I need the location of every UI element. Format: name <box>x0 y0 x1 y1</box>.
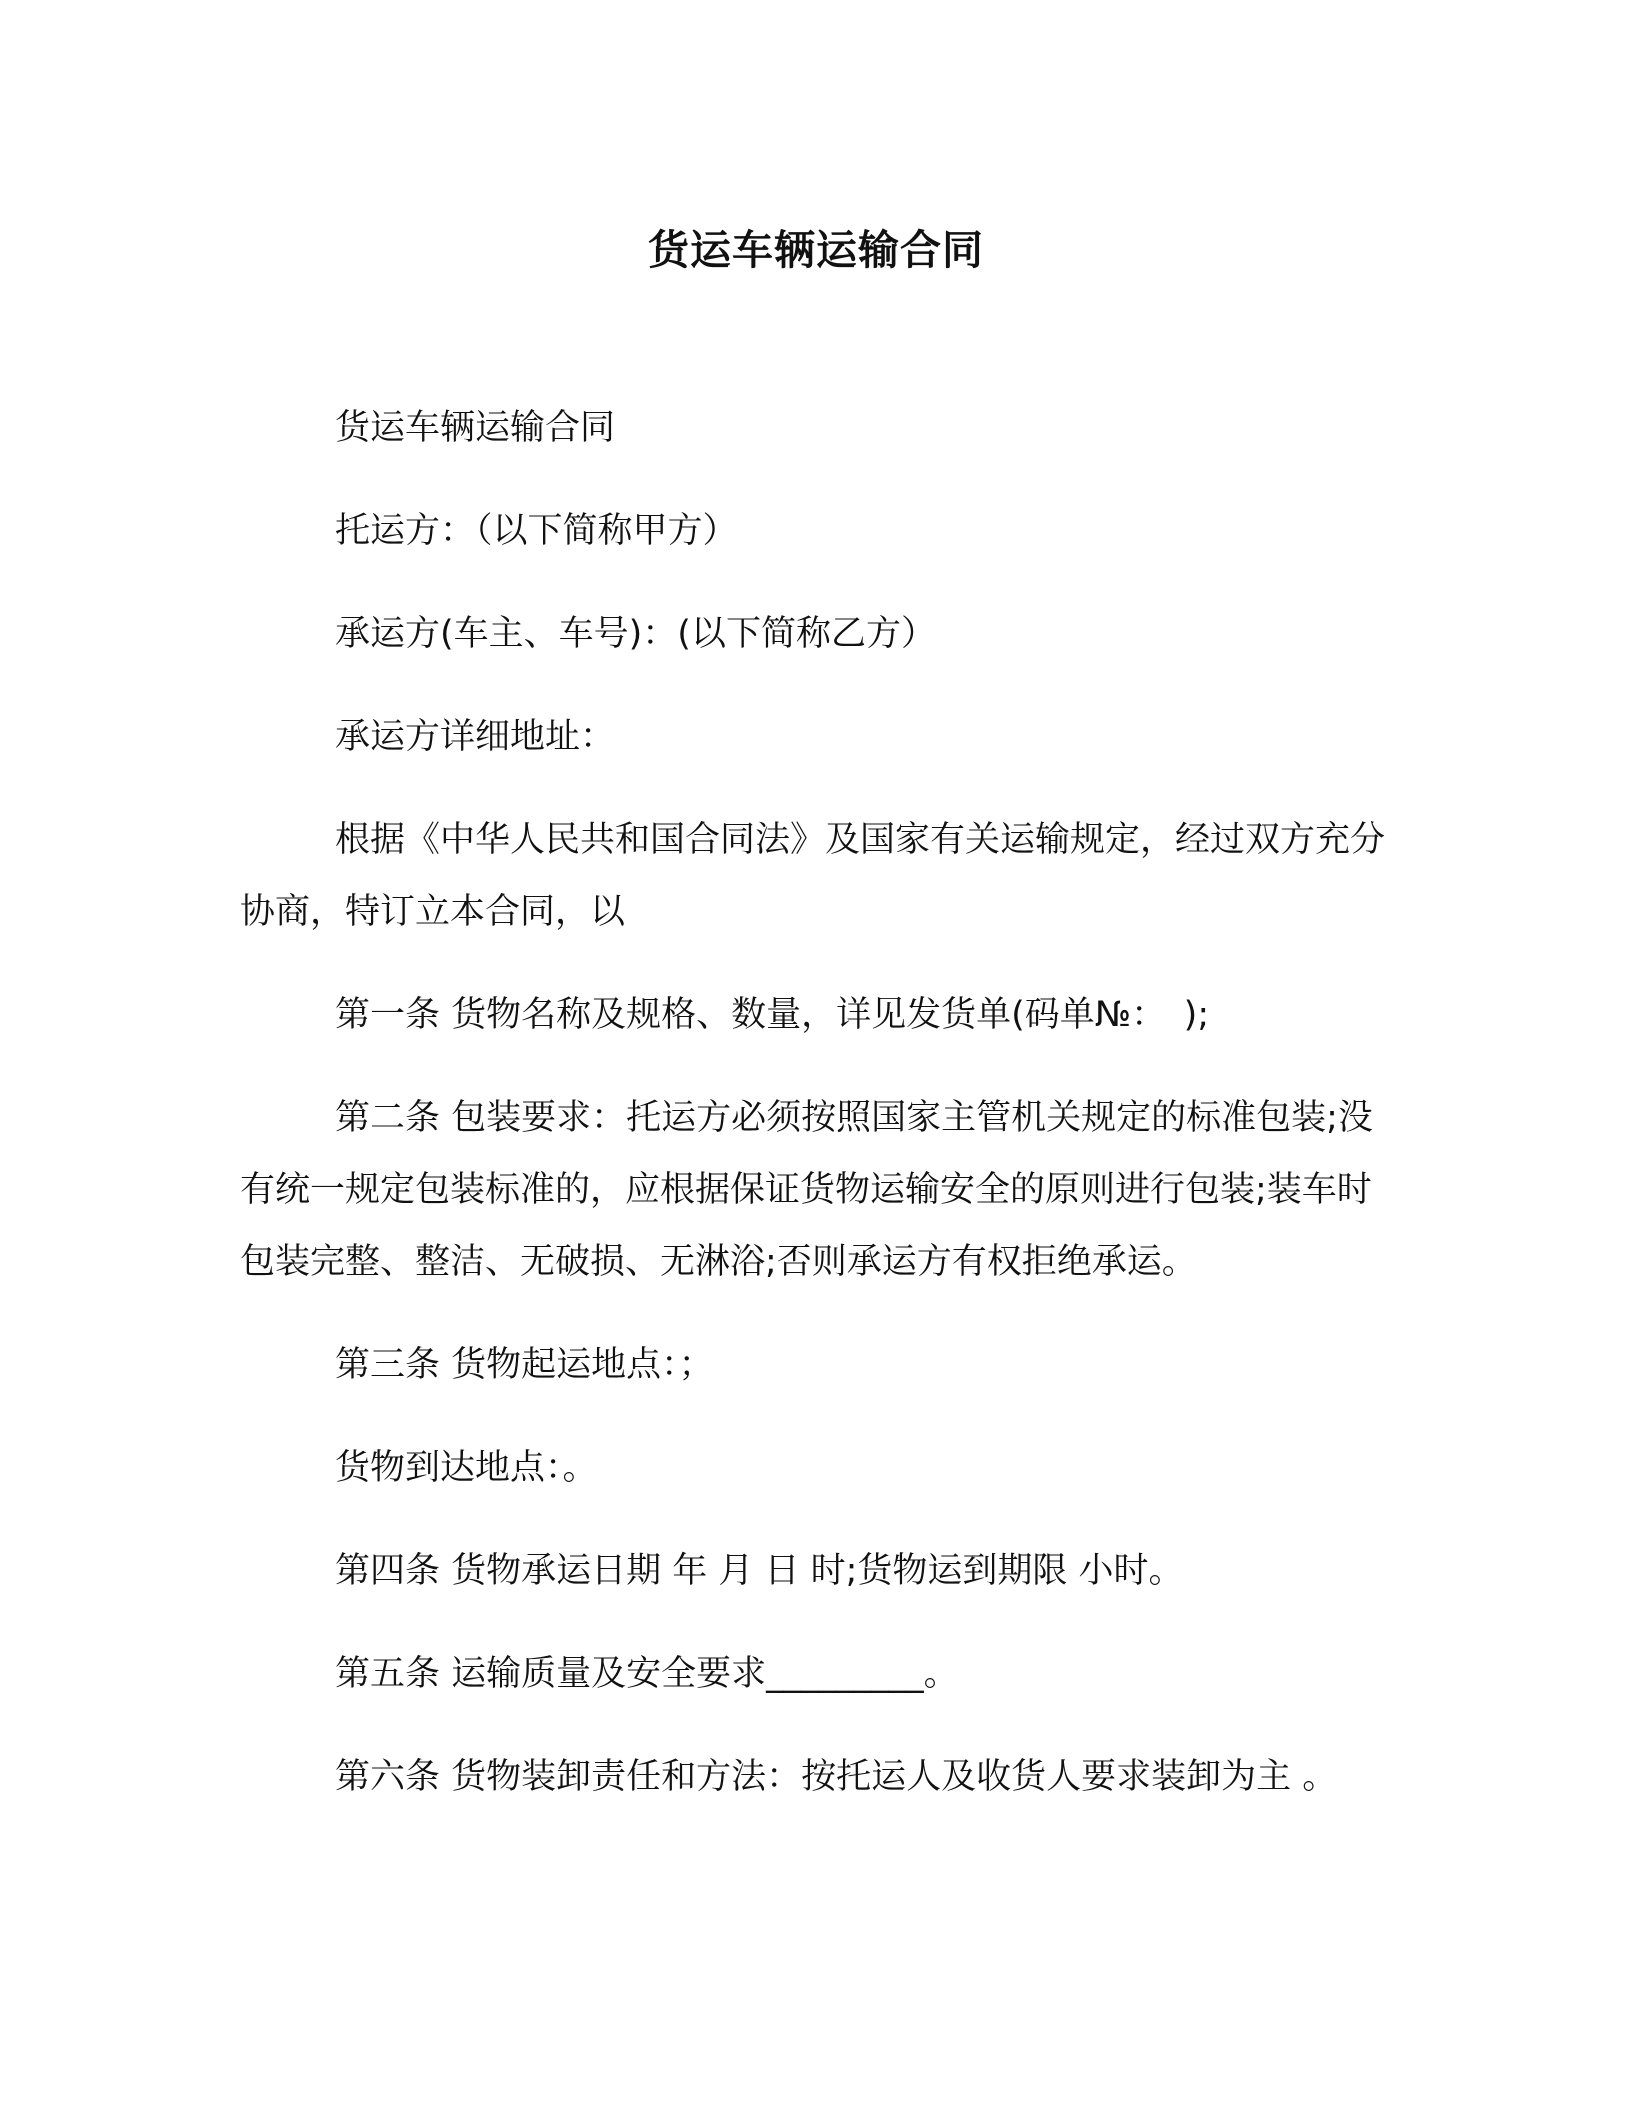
paragraph-carrier: 承运方(车主、车号)：(以下简称乙方） <box>335 614 936 654</box>
document-body <box>240 392 1395 1844</box>
paragraph-carrier-address: 承运方详细地址： <box>335 717 616 757</box>
paragraph-contract-heading: 货运车辆运输合同 <box>335 408 616 448</box>
paragraph-consignor: 托运方：（以下简称甲方） <box>335 511 738 551</box>
paragraph-article-6: 第六条 货物装卸责任和方法：按托运人及收货人要求装卸为主 。 <box>335 1757 1338 1797</box>
paragraph-article-3: 第三条 货物起运地点：； <box>335 1345 714 1385</box>
paragraph-article-2: 第二条 包装要求：托运方必须按照国家主管机关规定的标准包装;没有统一规定包装标准的，应根据保证货物运输安全的原则进行包装;装车时包装完整、整洁、无破损、无淋浴;否则承运方有权拒绝承运。 <box>240 1098 1373 1282</box>
paragraph-article-1: 第一条 货物名称及规格、数量，详见发货单(码单№： ); <box>335 995 1210 1035</box>
paragraph-article-4: 第四条 货物承运日期 年 月 日 时;货物运到期限 小时。 <box>335 1551 1184 1591</box>
paragraph-destination: 货物到达地点：。 <box>335 1448 598 1488</box>
paragraph-legal-basis: 根据《中华人民共和国合同法》及国家有关运输规定，经过双方充分协商，特订立本合同，以 <box>240 820 1386 932</box>
paragraph-article-5: 第五条 运输质量及安全要求_________。 <box>335 1654 959 1694</box>
document-title: 货运车辆运输合同 <box>648 226 984 274</box>
